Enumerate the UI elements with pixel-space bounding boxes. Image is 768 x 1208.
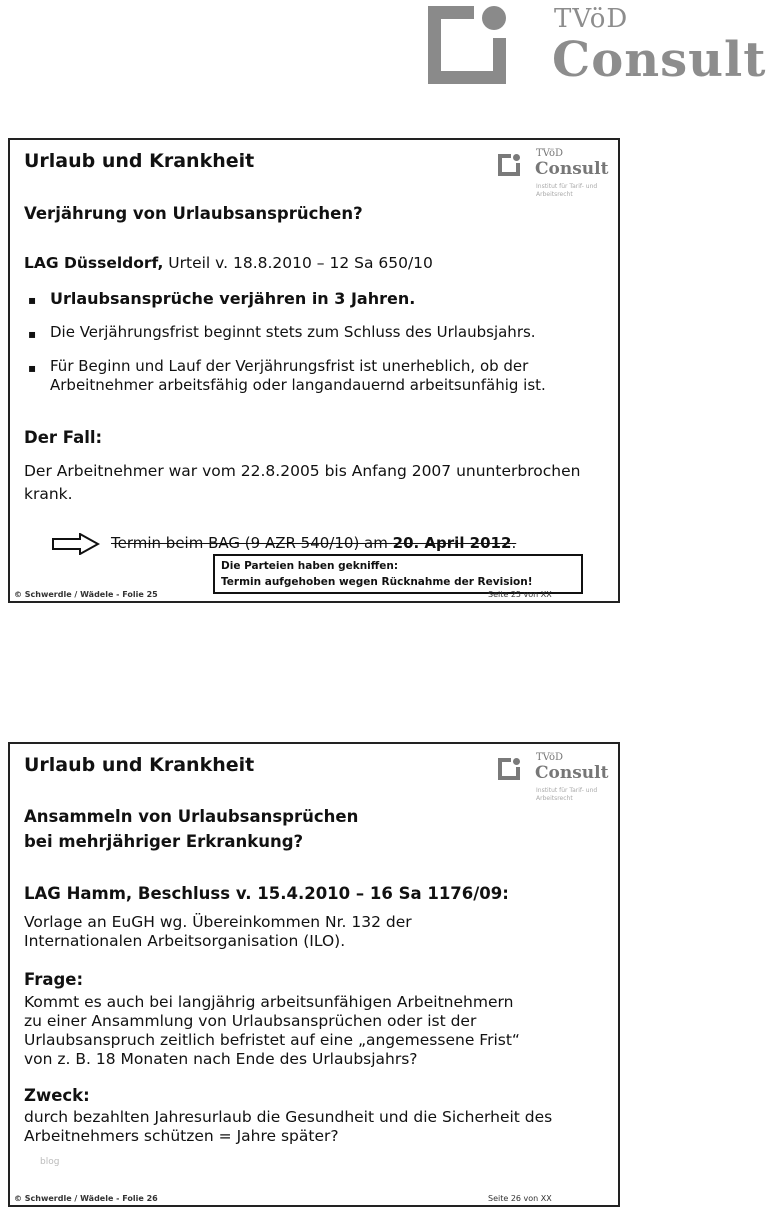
- callout-box: [213, 554, 583, 594]
- logo-line2: Consult: [552, 32, 767, 88]
- bullet-icon: ▪: [28, 361, 37, 375]
- bullet-1: Urlaubsansprüche verjähren in 3 Jahren.: [50, 289, 416, 308]
- tvod-consult-logo: [428, 4, 768, 86]
- court-name: LAG Düsseldorf,: [24, 254, 164, 272]
- footer-left: © Schwerdle / Wädele - Folie 25: [14, 590, 158, 599]
- zweck-line-1: durch bezahlten Jahresurlaub die Gesundheit und die Sicherheit des: [24, 1108, 553, 1126]
- watermark: blog: [40, 1157, 60, 1167]
- bullet-3-line1: Für Beginn und Lauf der Verjährungsfrist ist unerheblich, ob der: [50, 357, 529, 375]
- bullet-2: Die Verjährungsfrist beginnt stets zum Schluss des Urlaubsjahrs.: [50, 323, 536, 341]
- slide-logo-line1: TVöD: [536, 148, 564, 159]
- zweck-heading: Zweck:: [24, 1086, 90, 1105]
- frage-line-4: von z. B. 18 Monaten nach Ende des Urlaubsjahrs?: [24, 1050, 418, 1068]
- footer-right: Seite 26 von XX: [488, 1194, 552, 1203]
- slide-26: [8, 742, 620, 1207]
- case-line-1: Der Arbeitnehmer war vom 22.8.2005 bis Anfang 2007 ununterbrochen: [24, 462, 581, 480]
- logo-mark-icon: [498, 154, 520, 176]
- slide-subtitle: Verjährung von Urlaubsansprüchen?: [24, 204, 363, 223]
- callout-line-2: Termin aufgehoben wegen Rücknahme der Revision!: [221, 576, 533, 588]
- court-reference: [24, 254, 433, 272]
- case-line-2: krank.: [24, 485, 73, 503]
- bullet-icon: ▪: [28, 293, 37, 307]
- slide-logo-tagline: Institut für Tarif- und Arbeitsrecht: [536, 183, 598, 198]
- slide-title: Urlaub und Krankheit: [24, 150, 255, 172]
- zweck-line-2: Arbeitnehmers schützen = Jahre später?: [24, 1127, 339, 1145]
- slide-logo: [498, 148, 608, 208]
- vorlage-line-1: Vorlage an EuGH wg. Übereinkommen Nr. 132 der: [24, 913, 412, 931]
- logo-line1: TVöD: [554, 4, 629, 34]
- callout-line-1: Die Parteien haben gekniffen:: [221, 560, 399, 572]
- slide-logo-tagline: Institut für Tarif- und Arbeitsrecht: [536, 787, 598, 802]
- slide-logo: [498, 752, 608, 812]
- case-heading: Der Fall:: [24, 428, 103, 447]
- vorlage-line-2: Internationalen Arbeitsorganisation (ILO).: [24, 932, 346, 950]
- footer-right: Seite 25 von XX: [488, 590, 552, 599]
- slide-title: Urlaub und Krankheit: [24, 754, 255, 776]
- frage-line-2: zu einer Ansammlung von Urlaubsansprüchen oder ist der: [24, 1012, 477, 1030]
- slide-25: [8, 138, 620, 603]
- subtitle-line-1: Ansammeln von Urlaubsansprüchen: [24, 807, 359, 826]
- slide-logo-line1: TVöD: [536, 752, 564, 763]
- arrow-right-icon: [52, 533, 100, 555]
- bullet-3-line2: Arbeitnehmer arbeitsfähig oder langandauernd arbeitsunfähig ist.: [50, 376, 546, 394]
- frage-line-3: Urlaubsanspruch zeitlich befristet auf eine „angemessene Frist“: [24, 1031, 520, 1049]
- court-details: Urteil v. 18.8.2010 – 12 Sa 650/10: [163, 254, 433, 272]
- frage-line-1: Kommt es auch bei langjährig arbeitsunfähigen Arbeitnehmern: [24, 993, 514, 1011]
- footer-left: © Schwerdle / Wädele - Folie 26: [14, 1194, 158, 1203]
- logo-mark-icon: [498, 758, 520, 780]
- bullet-icon: ▪: [28, 327, 37, 341]
- termin-text: Termin beim BAG (9 AZR 540/10) am: [111, 534, 393, 552]
- termin-line: [111, 534, 516, 552]
- slide-logo-line2: Consult: [535, 159, 609, 179]
- termin-date: 20. April 2012: [392, 534, 512, 552]
- logo-mark-icon: [428, 6, 506, 84]
- subtitle-line-2: bei mehrjähriger Erkrankung?: [24, 832, 304, 851]
- frage-heading: Frage:: [24, 970, 84, 989]
- termin-end: .: [511, 534, 517, 552]
- slide-logo-line2: Consult: [535, 763, 609, 783]
- court-reference: LAG Hamm, Beschluss v. 15.4.2010 – 16 Sa 1176/09:: [24, 884, 509, 903]
